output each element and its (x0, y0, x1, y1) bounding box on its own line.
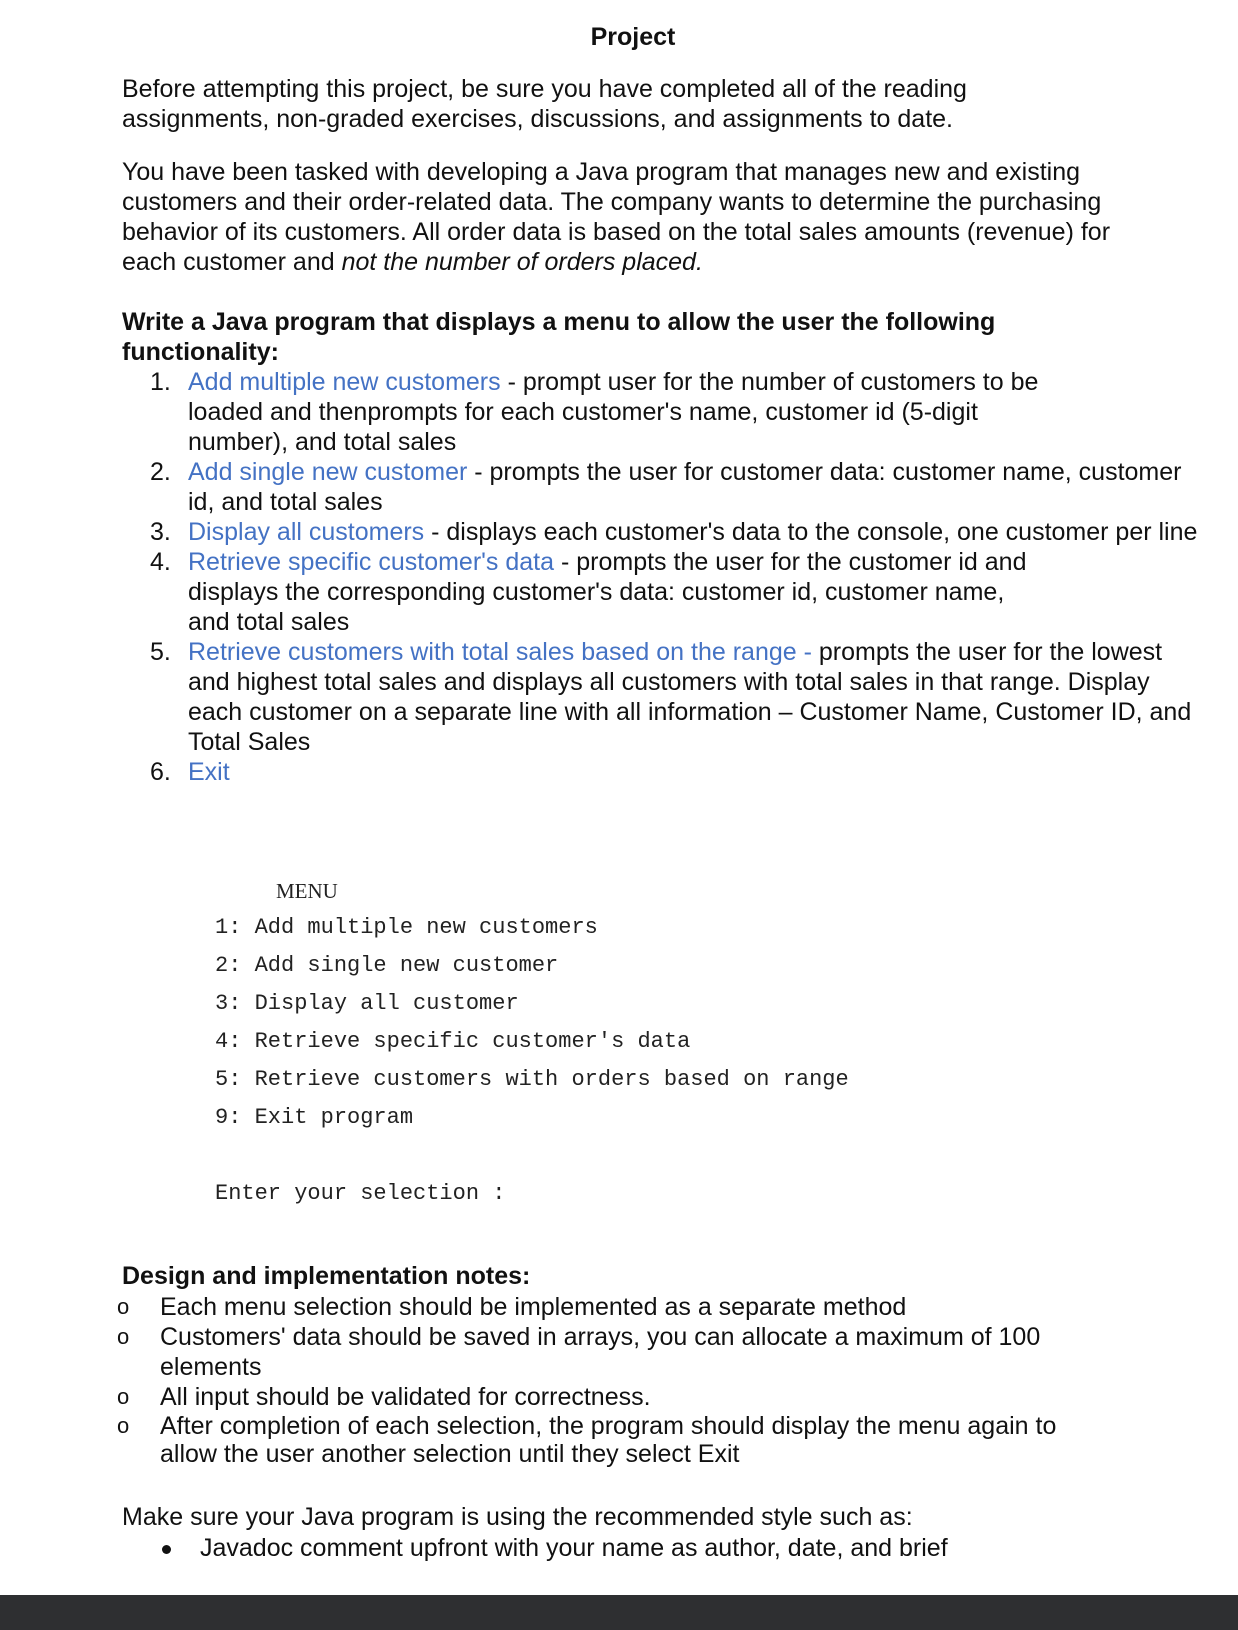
task-text: You have been tasked with developing a Java program that manages new and existing customers and their order-related data. The company wants to determine the purchasing behavior of its customers. All order data is based on the total sales amounts (revenue) for each customer and (122, 158, 1111, 276)
requirement-number: 5. (150, 638, 171, 666)
console-menu-option: 1: Add multiple new customers (215, 915, 598, 940)
circle-bullet-icon: o (117, 1384, 130, 1409)
console-menu-option: 2: Add single new customer (215, 953, 559, 978)
viewer-bottom-bar (0, 1595, 1238, 1630)
requirement-title: Display all customers (188, 518, 425, 546)
design-heading: Design and implementation notes: (122, 1262, 531, 1290)
console-menu-option: 3: Display all customer (215, 991, 519, 1016)
console-prompt: Enter your selection : (215, 1181, 506, 1206)
requirement-item-2 (122, 457, 1188, 517)
requirement-title: Retrieve customers with total sales based on the range - (188, 638, 812, 666)
dot-bullet-icon (162, 1545, 171, 1554)
circle-bullet-icon: o (117, 1413, 130, 1438)
circle-bullet-icon: o (117, 1294, 130, 1319)
style-intro: Make sure your Java program is using the recommended style such as: (122, 1503, 913, 1531)
requirement-item-1 (122, 367, 1068, 457)
requirement-item-4 (122, 547, 1043, 637)
requirement-desc: - displays each customer's data to the console, one customer per line (424, 518, 1198, 546)
requirement-desc: prompts the user for the lowest and highest total sales and displays all customers with total sales in that range. Display each customer on a separate line with all information – Customer Name, Customer ID, and Total Sales (188, 638, 1192, 756)
requirement-number: 4. (150, 548, 171, 576)
task-paragraph (122, 157, 1122, 277)
design-notes-list (117, 1292, 1227, 1468)
requirements-list (122, 367, 1232, 787)
requirement-desc: - prompts the user for the customer id and displays the corresponding customer's data: customer id, customer name, and total sales (188, 548, 1027, 636)
task-emphasis: not the number of orders placed. (341, 248, 703, 276)
requirement-number: 2. (150, 458, 171, 486)
requirement-item-3 (122, 517, 1238, 547)
console-menu-title: MENU (276, 879, 338, 903)
design-note: o Each menu selection should be implemented as a separate method (117, 1293, 907, 1321)
page-title: Project (590, 23, 676, 51)
requirement-title: Add single new customer (188, 458, 468, 486)
requirement-title: Retrieve specific customer's data (188, 548, 555, 576)
console-menu-option: 9: Exit program (215, 1105, 414, 1130)
style-item: Javadoc comment upfront with your name as author, date, and brief (122, 1533, 1222, 1563)
style-items-list (122, 1533, 1222, 1563)
requirement-number: 3. (150, 518, 171, 546)
requirements-heading: Write a Java program that displays a menu to allow the user the following functionality: (122, 308, 996, 366)
circle-bullet-icon: o (117, 1324, 130, 1349)
requirement-desc: - prompts the user for customer data: customer name, customer id, and total sales (188, 458, 1182, 516)
requirement-number: 6. (150, 758, 171, 786)
requirement-number: 1. (150, 368, 171, 396)
requirement-desc: - prompt user for the number of customers to be loaded and thenprompts for each customer's name, customer id (5-digit number), and total sales (188, 368, 1039, 456)
requirement-title: Exit (188, 758, 230, 786)
design-note: o After completion of each selection, the program should display the menu again to allow the user another selection until they select Exit (117, 1412, 1057, 1468)
console-menu-option: 4: Retrieve specific customer's data (215, 1029, 691, 1054)
requirement-title: Add multiple new customers (188, 368, 501, 396)
console-menu-option: 5: Retrieve customers with orders based on range (215, 1067, 849, 1092)
design-note: o Customers' data should be saved in arrays, you can allocate a maximum of 100 elements (117, 1323, 1041, 1381)
requirement-item-5 (122, 637, 1198, 757)
design-note: o All input should be validated for correctness. (117, 1383, 651, 1411)
intro-paragraph: Before attempting this project, be sure you have completed all of the reading assignments, non-graded exercises, discussions, and assignments to date. (122, 75, 967, 133)
requirement-item-6 (122, 757, 1232, 787)
